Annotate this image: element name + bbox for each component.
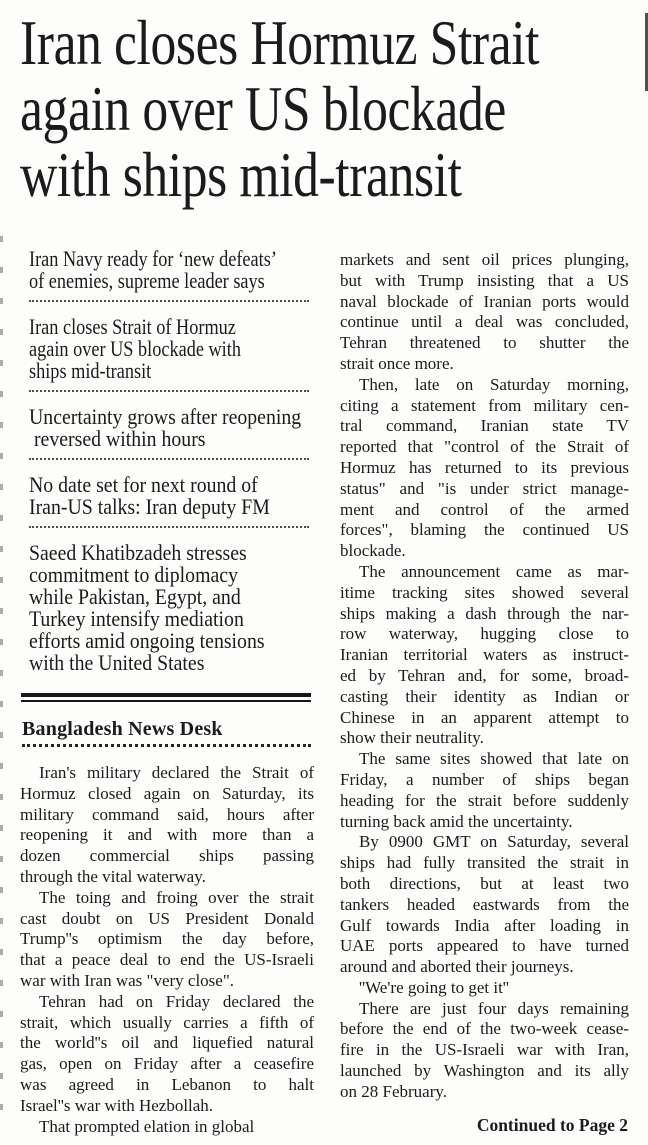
body-line: status" and "is under strict manage- xyxy=(340,478,629,498)
brief-headline-line: Turkey intensify mediation xyxy=(29,606,244,631)
brief-headline xyxy=(29,474,312,518)
dotted-separator xyxy=(29,526,309,528)
body-line: reopening it and with more than a xyxy=(20,825,314,845)
body-line: heading for the strait before suddenly xyxy=(340,790,629,810)
left-body-text xyxy=(20,763,314,1137)
body-line: That prompted elation in global xyxy=(39,1116,255,1136)
brief-headline-line: with the United States xyxy=(29,650,205,675)
brief-headline-line: Iran-US talks: Iran deputy FM xyxy=(29,494,270,519)
brief-headline xyxy=(29,316,311,382)
body-paragraph xyxy=(340,250,629,375)
body-paragraph xyxy=(20,888,314,992)
body-line: ships had fully transited the strait in xyxy=(340,853,629,873)
body-line: that a peace deal to end the US-Israeli xyxy=(20,950,314,970)
body-line: Israel''s war with Hezbollah. xyxy=(20,1095,214,1115)
body-line: dozen commercial ships passing xyxy=(20,846,314,866)
left-column xyxy=(20,248,314,1137)
brief-headline-line: of enemies, supreme leader says xyxy=(29,268,265,293)
body-line: UAE ports appeared to have turned xyxy=(340,936,629,956)
brief-headline-line: ships mid-transit xyxy=(29,358,152,383)
body-line: forces", blaming the continued US xyxy=(340,520,629,540)
body-line: around and aborted their journeys. xyxy=(340,957,574,977)
body-paragraph xyxy=(340,978,629,999)
headline-line: Iran closes Hormuz Strait xyxy=(20,8,540,78)
body-line: before the end of the two-week cease- xyxy=(340,1019,629,1039)
body-line: row waterway, hugging close to xyxy=(340,624,629,644)
dotted-separator xyxy=(29,390,309,392)
body-line: naval blockade of Iranian ports would xyxy=(340,291,629,311)
body-line: casting their identity as Indian or xyxy=(340,686,629,706)
brief-headline xyxy=(29,248,311,292)
body-line: Hormuz closed again on Saturday, its xyxy=(20,783,314,803)
body-line: ed by Tehran and, for some, broad- xyxy=(340,665,629,685)
body-paragraph xyxy=(340,832,629,978)
body-line: ment and control of the armed xyxy=(340,499,629,519)
body-line: The toing and froing over the strait xyxy=(39,887,314,907)
body-paragraph xyxy=(340,375,629,562)
body-line: Trump''s optimism the day before, xyxy=(20,929,314,949)
body-line: tankers headed eastwards from the xyxy=(340,894,629,914)
brief-headline-line: Iran closes Strait of Hormuz xyxy=(29,314,236,339)
body-line: launched by Washington and its ally xyxy=(340,1061,629,1081)
body-line: The announcement came as mar- xyxy=(359,561,629,581)
dotted-separator xyxy=(29,300,309,302)
brief-headline-line: again over US blockade with xyxy=(29,336,241,361)
body-line: Iran's military declared the Strait of xyxy=(39,763,314,782)
body-paragraph xyxy=(20,1117,314,1138)
brief-headline-line: Saeed Khatibzadeh stresses xyxy=(29,540,247,565)
body-line: gas, open on Friday after a ceasefire xyxy=(20,1054,314,1074)
body-line: markets and sent oil prices plunging, xyxy=(340,250,629,269)
body-line: There are just four days remaining xyxy=(359,998,629,1018)
right-body-text xyxy=(340,250,629,1103)
brief-headline xyxy=(29,406,312,450)
body-paragraph xyxy=(340,562,629,749)
body-line: turning back amid the uncertainty. xyxy=(340,811,573,831)
body-line: Iranian territorial waters as instruct- xyxy=(340,645,629,665)
body-line: tral command, Iranian state TV xyxy=(340,416,629,436)
section-divider-rule xyxy=(21,693,311,702)
dotted-separator xyxy=(29,458,309,460)
article-columns xyxy=(20,248,629,1137)
article-headline xyxy=(20,10,629,208)
body-line: war with Iran was "very close". xyxy=(20,970,235,990)
body-line: Tehran threatened to shutter the xyxy=(340,333,629,353)
body-line: itime tracking sites showed several xyxy=(340,582,629,602)
brief-headline xyxy=(29,542,312,674)
body-line: Tehran had on Friday declared the xyxy=(39,991,314,1011)
body-line: blockade. xyxy=(340,541,406,561)
body-line: Friday, a number of ships began xyxy=(340,769,629,789)
body-line: military command said, hours after xyxy=(20,804,314,824)
body-paragraph xyxy=(340,999,629,1103)
brief-headline-line: efforts amid ongoing tensions xyxy=(29,628,265,653)
brief-headline-line: commitment to diplomacy xyxy=(29,562,238,587)
body-line: fire in the US-Israeli war with Iran, xyxy=(340,1040,629,1060)
body-line: The same sites showed that late on xyxy=(359,749,629,769)
brief-headline-line: reversed within hours xyxy=(29,426,206,451)
body-line: continue until a deal was concluded, xyxy=(340,312,629,332)
body-paragraph xyxy=(340,749,629,832)
body-line: both directions, but at least two xyxy=(340,873,629,893)
body-line: through the vital waterway. xyxy=(20,866,206,886)
body-line: citing a statement from military cen- xyxy=(340,395,629,415)
briefs-list xyxy=(20,248,314,674)
body-line: ''We're going to get it'' xyxy=(359,977,509,997)
body-line: ships making a dash through the nar- xyxy=(340,603,629,623)
body-line: the world''s oil and liquefied natural xyxy=(20,1033,314,1053)
headline-line: with ships mid-transit xyxy=(20,140,462,210)
left-edge-clipped-column-artifact xyxy=(0,236,3,1116)
byline-dotted-rule xyxy=(22,744,311,747)
body-paragraph xyxy=(20,992,314,1117)
body-line: reported that "control of the Strait of xyxy=(340,437,629,457)
brief-headline-line: while Pakistan, Egypt, and xyxy=(29,584,241,609)
body-line: Chinese in an apparent attempt to xyxy=(340,707,629,727)
brief-headline-line: Uncertainty grows after reopening xyxy=(29,404,302,429)
body-line: but with Trump insisting that a US xyxy=(340,270,629,290)
body-line: Hormuz has returned to its previous xyxy=(340,457,629,477)
body-line: cast doubt on US President Donald xyxy=(20,908,314,928)
body-paragraph xyxy=(20,763,314,888)
body-line: was agreed in Lebanon to halt xyxy=(20,1074,314,1094)
body-line: strait once more. xyxy=(340,353,454,373)
byline: Bangladesh News Desk xyxy=(22,718,223,740)
body-line: By 0900 GMT on Saturday, several xyxy=(359,832,629,852)
right-column xyxy=(340,248,629,1137)
brief-headline-line: No date set for next round of xyxy=(29,472,258,497)
body-line: on 28 February. xyxy=(340,1081,448,1101)
body-line: show their neutrality. xyxy=(340,728,484,748)
body-line: Gulf towards India after loading in xyxy=(340,915,629,935)
brief-headline-line: Iran Navy ready for ‘new defeats’ xyxy=(29,246,277,271)
continued-notice: Continued to Page 2 xyxy=(476,1114,628,1135)
body-line: Then, late on Saturday morning, xyxy=(359,374,629,394)
body-line: strait, which usually carries a fifth of xyxy=(20,1012,314,1032)
headline-line: again over US blockade xyxy=(20,74,506,144)
